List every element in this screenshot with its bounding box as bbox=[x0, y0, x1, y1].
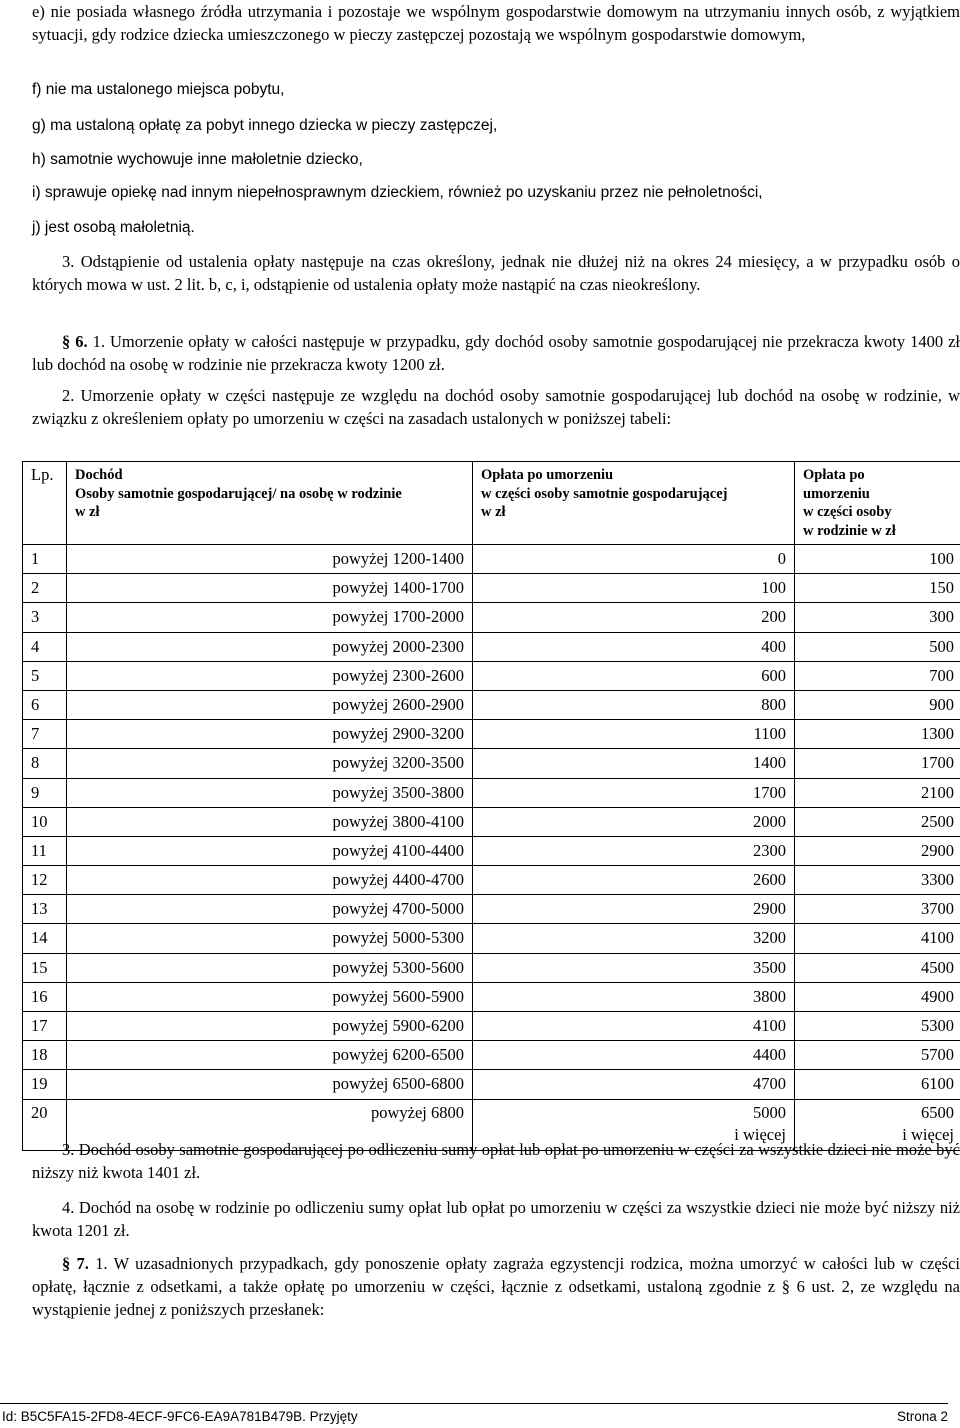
section-7-paragraph-1 bbox=[32, 1252, 960, 1321]
table-header-row bbox=[23, 462, 960, 545]
table-row bbox=[23, 574, 960, 603]
table-row bbox=[23, 836, 960, 865]
table-row bbox=[23, 924, 960, 953]
cell-single: 100 bbox=[473, 574, 795, 603]
cell-family: 2500 bbox=[795, 807, 960, 836]
table-row bbox=[23, 632, 960, 661]
cell-family: 6100 bbox=[795, 1070, 960, 1099]
cell-single: 600 bbox=[473, 661, 795, 690]
section-6-paragraph-4: 4. Dochód na osobę w rodzinie po odliczeniu sumy opłat lub opłat po umorzeniu w części za wszystkie dzieci nie może być niższy niż kwota 1201 zł. bbox=[32, 1198, 960, 1240]
cell-lp: 1 bbox=[23, 545, 67, 574]
cell-single: 2300 bbox=[473, 836, 795, 865]
cell-family: 4900 bbox=[795, 982, 960, 1011]
cell-family: 700 bbox=[795, 661, 960, 690]
cell-lp: 9 bbox=[23, 778, 67, 807]
cell-income: powyżej 3200-3500 bbox=[67, 749, 473, 778]
cell-single: 800 bbox=[473, 690, 795, 719]
cell-family: 3300 bbox=[795, 866, 960, 895]
header-income: Dochód Osoby samotnie gospodarującej/ na osobę w rodzinie w zł bbox=[67, 462, 473, 545]
table-row bbox=[23, 1070, 960, 1099]
cell-lp: 15 bbox=[23, 953, 67, 982]
cell-lp: 3 bbox=[23, 603, 67, 632]
paragraph-i: i) sprawuje opiekę nad innym niepełnosprawnym dzieckiem, również po uzyskaniu przez nie pełnoletności, bbox=[32, 184, 763, 201]
cell-family: 1700 bbox=[795, 749, 960, 778]
cell-lp: 16 bbox=[23, 982, 67, 1011]
table-row bbox=[23, 778, 960, 807]
table-row bbox=[23, 749, 960, 778]
cell-income: powyżej 3800-4100 bbox=[67, 807, 473, 836]
cell-income: powyżej 6800 bbox=[67, 1099, 473, 1150]
footer-divider bbox=[0, 1403, 948, 1404]
table-row bbox=[23, 720, 960, 749]
section-6-paragraph-2: 2. Umorzenie opłaty w części następuje ze względu na dochód osoby samotnie gospodarującej lub dochód na osobę w rodzinie, w związku z określeniem opłaty po umorzeniu w części na zasadach ustalonych w poniższej tabeli: bbox=[32, 386, 960, 428]
header-single: Opłata po umorzeniu w części osoby samotnie gospodarującej w zł bbox=[473, 462, 795, 545]
header-lp: Lp. bbox=[23, 462, 67, 545]
cell-income: powyżej 6500-6800 bbox=[67, 1070, 473, 1099]
cell-income: powyżej 2600-2900 bbox=[67, 690, 473, 719]
cell-lp: 19 bbox=[23, 1070, 67, 1099]
cell-lp: 8 bbox=[23, 749, 67, 778]
table-row bbox=[23, 895, 960, 924]
table-row bbox=[23, 661, 960, 690]
cell-lp: 7 bbox=[23, 720, 67, 749]
cell-income: powyżej 1400-1700 bbox=[67, 574, 473, 603]
page-number: Strona 2 bbox=[896, 1409, 948, 1424]
cell-family: 1300 bbox=[795, 720, 960, 749]
cell-income: powyżej 5900-6200 bbox=[67, 1012, 473, 1041]
table-row bbox=[23, 545, 960, 574]
table-row bbox=[23, 807, 960, 836]
cell-single: 3500 bbox=[473, 953, 795, 982]
cell-income: powyżej 2900-3200 bbox=[67, 720, 473, 749]
cell-income: powyżej 3500-3800 bbox=[67, 778, 473, 807]
cell-single: 200 bbox=[473, 603, 795, 632]
section-6-paragraph-1 bbox=[32, 330, 960, 376]
cell-income: powyżej 5000-5300 bbox=[67, 924, 473, 953]
cell-family: 2100 bbox=[795, 778, 960, 807]
cell-single: 400 bbox=[473, 632, 795, 661]
cell-single: 0 bbox=[473, 545, 795, 574]
cell-family: 150 bbox=[795, 574, 960, 603]
cell-income: powyżej 1700-2000 bbox=[67, 603, 473, 632]
cell-single: 1400 bbox=[473, 749, 795, 778]
cell-income: powyżej 2300-2600 bbox=[67, 661, 473, 690]
paragraph-e: e) nie posiada własnego źródła utrzymania i pozostaje we wspólnym gospodarstwie domowym na utrzymaniu innych osób, z wyjątkiem sytuacji, gdy rodzice dziecka umieszczonego w pieczy zastępczej pozostają we wspólnym gospodarstwie domowym, bbox=[32, 2, 960, 44]
table-row bbox=[23, 953, 960, 982]
cell-single: 3200 bbox=[473, 924, 795, 953]
paragraph-j: j) jest osobą małoletnią. bbox=[32, 219, 195, 236]
cell-income: powyżej 4100-4400 bbox=[67, 836, 473, 865]
section-7-paragraph-1-text: 1. W uzasadnionych przypadkach, gdy ponoszenie opłaty zagraża egzystencji rodzica, można umorzyć w całości lub w części opłatę, łącznie z odsetkami, a także opłatę po umorzeniu w części, łącznie z odsetkami, ustaloną zgodnie z § 6 ust. 2, ze względu na wystąpienie jednej z poniższych przesłanek: bbox=[32, 1254, 960, 1319]
cell-income: powyżej 4700-5000 bbox=[67, 895, 473, 924]
table-row bbox=[23, 1041, 960, 1070]
cell-single: 1100 bbox=[473, 720, 795, 749]
table-row bbox=[23, 690, 960, 719]
cell-family: 4100 bbox=[795, 924, 960, 953]
table-row bbox=[23, 866, 960, 895]
cell-lp: 12 bbox=[23, 866, 67, 895]
cell-lp: 20 bbox=[23, 1099, 67, 1150]
cell-income: powyżej 6200-6500 bbox=[67, 1041, 473, 1070]
cell-lp: 14 bbox=[23, 924, 67, 953]
paragraph-h: h) samotnie wychowuje inne małoletnie dziecko, bbox=[32, 151, 363, 168]
cell-family: 6500 i więcej bbox=[795, 1099, 960, 1150]
cell-family: 500 bbox=[795, 632, 960, 661]
section-6-mark: § 6. bbox=[62, 332, 88, 351]
cell-income: powyżej 2000-2300 bbox=[67, 632, 473, 661]
header-family: Opłata po umorzeniu w części osoby w rodzinie w zł bbox=[795, 462, 960, 545]
cell-lp: 18 bbox=[23, 1041, 67, 1070]
cell-family: 5300 bbox=[795, 1012, 960, 1041]
cell-single: 1700 bbox=[473, 778, 795, 807]
section-7-mark: § 7. bbox=[62, 1254, 89, 1273]
cell-single: 5000 i więcej bbox=[473, 1099, 795, 1150]
cell-family: 2900 bbox=[795, 836, 960, 865]
cell-lp: 4 bbox=[23, 632, 67, 661]
cell-income: powyżej 5300-5600 bbox=[67, 953, 473, 982]
cell-lp: 17 bbox=[23, 1012, 67, 1041]
cell-lp: 11 bbox=[23, 836, 67, 865]
cell-single: 3800 bbox=[473, 982, 795, 1011]
cell-single: 2600 bbox=[473, 866, 795, 895]
cell-income: powyżej 5600-5900 bbox=[67, 982, 473, 1011]
cell-family: 100 bbox=[795, 545, 960, 574]
cell-lp: 5 bbox=[23, 661, 67, 690]
cell-family: 3700 bbox=[795, 895, 960, 924]
cell-family: 900 bbox=[795, 690, 960, 719]
cell-single: 4700 bbox=[473, 1070, 795, 1099]
section-6-paragraph-3: 3. Dochód osoby samotnie gospodarującej po odliczeniu sumy opłat lub opłat po umorzeniu w części za wszystkie dzieci nie może być niższy niż kwota 1401 zł. bbox=[32, 1140, 960, 1182]
cell-income: powyżej 4400-4700 bbox=[67, 866, 473, 895]
cell-income: powyżej 1200-1400 bbox=[67, 545, 473, 574]
paragraph-f: f) nie ma ustalonego miejsca pobytu, bbox=[32, 81, 285, 98]
cell-single: 2000 bbox=[473, 807, 795, 836]
cell-lp: 13 bbox=[23, 895, 67, 924]
cell-family: 4500 bbox=[795, 953, 960, 982]
cell-lp: 10 bbox=[23, 807, 67, 836]
document-id: Id: B5C5FA15-2FD8-4ECF-9FC6-EA9A781B479B. Przyjęty bbox=[2, 1409, 358, 1424]
cell-single: 4400 bbox=[473, 1041, 795, 1070]
cell-family: 300 bbox=[795, 603, 960, 632]
table-row bbox=[23, 603, 960, 632]
table-row bbox=[23, 982, 960, 1011]
table-row bbox=[23, 1012, 960, 1041]
cell-lp: 2 bbox=[23, 574, 67, 603]
section-6-paragraph-1-text: 1. Umorzenie opłaty w całości następuje w przypadku, gdy dochód osoby samotnie gospodarującej nie przekracza kwoty 1400 zł lub dochód na osobę w rodzinie nie przekracza kwoty 1200 zł. bbox=[32, 332, 960, 374]
cell-single: 4100 bbox=[473, 1012, 795, 1041]
cell-single: 2900 bbox=[473, 895, 795, 924]
fee-table bbox=[22, 461, 960, 1151]
paragraph-g: g) ma ustaloną opłatę za pobyt innego dziecka w pieczy zastępczej, bbox=[32, 117, 498, 134]
cell-family: 5700 bbox=[795, 1041, 960, 1070]
cell-lp: 6 bbox=[23, 690, 67, 719]
paragraph-3: 3. Odstąpienie od ustalenia opłaty następuje na czas określony, jednak nie dłużej niż na okres 24 miesięcy, a w przypadku osób o których mowa w ust. 2 lit. b, c, i, odstąpienie od ustalenia opłaty może nastąpić na czas nieokreślony. bbox=[32, 252, 960, 294]
